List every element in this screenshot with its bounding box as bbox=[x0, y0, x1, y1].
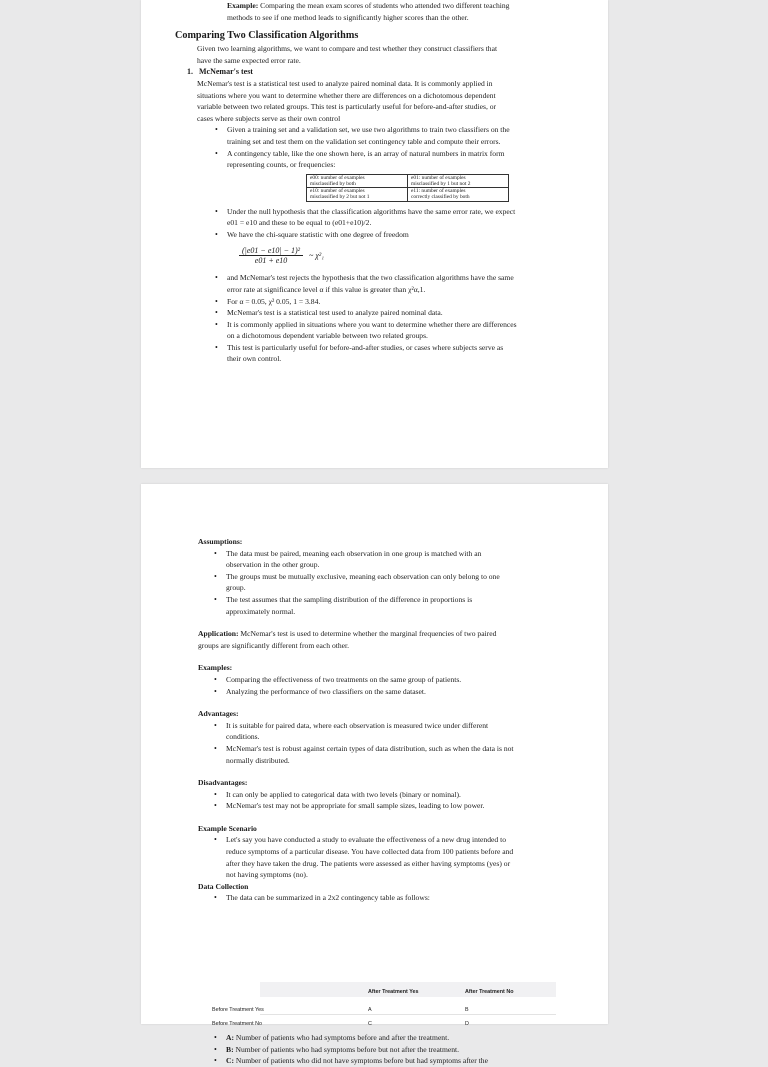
list-item bbox=[198, 1032, 587, 1044]
bullet-line: normally distributed. bbox=[226, 755, 290, 765]
page-1-content bbox=[175, 0, 587, 365]
bullet-dot: • bbox=[215, 148, 218, 158]
application-line-2: groups are significantly different from each other. bbox=[198, 640, 350, 650]
section-title: Comparing Two Classification Algorithms bbox=[175, 30, 359, 42]
bullet-line: approximately normal. bbox=[226, 606, 296, 616]
bullet-line: The test assumes that the sampling distribution of the difference in proportions is bbox=[226, 594, 473, 604]
bullet-line: on a dichotomous dependent variable between two related groups. bbox=[227, 331, 428, 341]
intro-paragraph bbox=[175, 43, 587, 66]
bullet-dot: • bbox=[215, 308, 218, 318]
legend-list-wrapper bbox=[198, 1032, 587, 1067]
bullet-dot: • bbox=[215, 296, 218, 306]
spacer bbox=[198, 697, 587, 708]
scenario-list bbox=[198, 834, 587, 880]
bullet-line: their own control. bbox=[227, 354, 282, 364]
row-label-before-no: Before Treatment No bbox=[212, 1021, 263, 1027]
contingency-cell-e11 bbox=[408, 188, 509, 201]
bullet-dot: • bbox=[214, 801, 217, 811]
bullet-line: The data can be summarized in a 2x2 contingency table as follows: bbox=[226, 893, 430, 903]
bullet-dot: • bbox=[214, 1033, 217, 1042]
formula-numerator: (|e01 − e10| − 1)² bbox=[239, 246, 303, 256]
list-item bbox=[198, 834, 587, 880]
list-item bbox=[198, 743, 587, 766]
cell-line: e01: number of examples bbox=[411, 174, 466, 181]
bullet-dot: • bbox=[215, 229, 218, 239]
desc-line: cases where subjects serve as their own control bbox=[197, 113, 341, 123]
list-item bbox=[198, 548, 587, 571]
bullet-list-a bbox=[175, 124, 587, 170]
page-2-content bbox=[198, 536, 587, 1066]
cell-line: e11: number of examples bbox=[411, 188, 466, 195]
data-collection-title: Data Collection bbox=[198, 881, 249, 891]
bullet-line: Analyzing the performance of two classifiers on the same dataset. bbox=[226, 686, 426, 696]
disadvantages-title: Disadvantages: bbox=[198, 778, 248, 788]
bullet-line: Comparing the effectiveness of two treatments on the same group of patients. bbox=[226, 674, 462, 684]
bullet-line: It is commonly applied in situations where you want to determine whether there are differences bbox=[227, 319, 517, 329]
bullet-line: McNemar's test may not be appropriate for small sample sizes, leading to low power. bbox=[226, 801, 485, 811]
formula-fraction bbox=[239, 246, 303, 265]
advantages-list bbox=[198, 720, 587, 766]
scenario-title: Example Scenario bbox=[198, 823, 257, 833]
bullet-line: This test is particularly useful for before-and-after studies, or cases where subjects serve as bbox=[227, 342, 504, 352]
bullet-line: reduce symptoms of a particular disease. You have collected data from 100 patients before and bbox=[226, 847, 514, 857]
list-item bbox=[175, 206, 587, 229]
bullet-dot: • bbox=[215, 206, 218, 216]
bullet-line: McNemar's test is robust against certain types of data distribution, such as when the data is not bbox=[226, 743, 514, 753]
example-paragraph bbox=[175, 0, 587, 23]
bullet-line: training set and test them on the validation set contingency table and compute their errors. bbox=[227, 136, 501, 146]
bullet-dot: • bbox=[215, 125, 218, 135]
bullet-line: It can only be applied to categorical data with two levels (binary or nominal). bbox=[226, 789, 461, 799]
mcnemar-number: 1. bbox=[187, 67, 193, 77]
spacer bbox=[198, 766, 587, 777]
bullet-line: not having symptoms (no). bbox=[226, 870, 308, 880]
list-item bbox=[198, 1055, 587, 1067]
advantages-title: Advantages: bbox=[198, 709, 239, 719]
bullet-dot: • bbox=[214, 743, 217, 753]
list-item bbox=[198, 674, 587, 686]
bullet-list-b bbox=[175, 206, 587, 241]
bullet-dot: • bbox=[214, 835, 217, 845]
bullet-line: and McNemar's test rejects the hypothesis that the two classification algorithms have the same bbox=[227, 273, 514, 283]
list-item bbox=[175, 296, 587, 308]
cell-b: B bbox=[465, 1007, 469, 1013]
bullet-line: Given a training set and a validation set, we use two algorithms to train two classifiers on the bbox=[227, 125, 510, 135]
mcnemar-title: McNemar's test bbox=[199, 67, 253, 77]
list-item bbox=[198, 594, 587, 617]
example-text-1: Comparing the mean exam scores of students who attended two different teaching bbox=[260, 1, 510, 10]
bullet-dot: • bbox=[214, 571, 217, 581]
bullet-line: The data must be paired, meaning each observation in one group is matched with an bbox=[226, 548, 482, 558]
bullet-line: We have the chi-square statistic with one degree of freedom bbox=[227, 229, 409, 239]
contingency-cell-e00 bbox=[307, 174, 408, 187]
list-item bbox=[198, 800, 587, 812]
row-label-before-yes: Before Treatment Yes bbox=[212, 1007, 264, 1013]
col-header-after-no: After Treatment No bbox=[465, 989, 514, 995]
bullet-dot: • bbox=[215, 273, 218, 283]
legend-key: B: bbox=[226, 1044, 234, 1054]
document-page-2 bbox=[141, 484, 608, 1066]
formula-denominator: e01 + e10 bbox=[254, 256, 288, 266]
legend-key: C: bbox=[226, 1056, 235, 1066]
list-item bbox=[198, 1044, 587, 1056]
cell-line: correctly classified by both bbox=[411, 194, 470, 201]
bullet-dot: • bbox=[214, 893, 217, 903]
list-item bbox=[198, 892, 587, 904]
list-item bbox=[175, 229, 587, 241]
list-item bbox=[175, 342, 587, 365]
bullet-dot: • bbox=[214, 548, 217, 558]
bullet-dot: • bbox=[214, 686, 217, 696]
bullet-line: e01 = e10 and these to be equal to (e01+e10)/2. bbox=[227, 218, 372, 228]
desc-line: variable between two related groups. This test is particularly useful for before-and-after studies, or bbox=[197, 102, 497, 112]
data-collection-list bbox=[198, 892, 587, 904]
bullet-dot: • bbox=[214, 674, 217, 684]
mcnemar-heading bbox=[187, 66, 587, 78]
bullet-list-c bbox=[175, 272, 587, 365]
formula-relation: ~ χ²₁ bbox=[309, 251, 325, 261]
desc-line: McNemar's test is a statistical test used to analyze paired nominal data. It is commonly applied in bbox=[197, 78, 493, 88]
list-item bbox=[198, 720, 587, 743]
bullet-line: representing counts, or frequencies: bbox=[227, 160, 336, 170]
contingency-cell-e10 bbox=[307, 188, 408, 201]
cell-line: e10: number of examples bbox=[310, 188, 365, 195]
list-item bbox=[175, 307, 587, 319]
bullet-dot: • bbox=[214, 789, 217, 799]
row-divider bbox=[260, 1014, 556, 1015]
list-item bbox=[175, 272, 587, 295]
disadvantages-list bbox=[198, 789, 587, 812]
contingency-table bbox=[306, 174, 509, 202]
bullet-line: after they have taken the drug. The patients were assessed as either having symptoms (yes) or bbox=[226, 858, 511, 868]
bullet-line: The groups must be mutually exclusive, meaning each observation can only belong to one bbox=[226, 571, 500, 581]
spacer bbox=[198, 812, 587, 823]
bullet-line: group. bbox=[226, 583, 246, 593]
legend-text: Number of patients who did not have symptoms before but had symptoms after the bbox=[235, 1056, 488, 1066]
cell-line: misclassified by 2 but not 1 bbox=[310, 194, 370, 201]
examples-list bbox=[198, 674, 587, 697]
bullet-dot: • bbox=[215, 342, 218, 352]
bullet-dot: • bbox=[214, 720, 217, 730]
bullet-line: McNemar's test is a statistical test used to analyze paired nominal data. bbox=[227, 308, 443, 318]
bullet-line: Under the null hypothesis that the classification algorithms have the same error rate, we expect bbox=[227, 206, 516, 216]
cell-c: C bbox=[368, 1021, 372, 1027]
spacer bbox=[198, 651, 587, 662]
list-item bbox=[198, 686, 587, 698]
col-header-after-yes: After Treatment Yes bbox=[368, 989, 419, 995]
chi-square-formula bbox=[239, 246, 587, 266]
application-label: Application: bbox=[198, 629, 239, 639]
contingency-table-wrapper bbox=[306, 174, 587, 202]
cell-line: e00: number of examples bbox=[310, 174, 365, 181]
list-item bbox=[175, 319, 587, 342]
bullet-dot: • bbox=[214, 1044, 217, 1054]
legend-text: Number of patients who had symptoms before but not after the treatment. bbox=[235, 1044, 460, 1054]
list-item bbox=[198, 571, 587, 594]
legend-key: A: bbox=[226, 1033, 235, 1042]
cell-line: misclassified by both bbox=[310, 180, 356, 187]
legend-list bbox=[198, 1032, 587, 1067]
bullet-dot: • bbox=[214, 1056, 217, 1066]
cell-line: misclassified by 1 but not 2 bbox=[411, 180, 471, 187]
bullet-dot: • bbox=[215, 319, 218, 329]
legend-text: Number of patients who had symptoms before and after the treatment. bbox=[235, 1033, 450, 1042]
bullet-line: conditions. bbox=[226, 732, 260, 742]
assumptions-title: Assumptions: bbox=[198, 537, 243, 546]
spacer bbox=[198, 617, 587, 628]
cell-d: D bbox=[465, 1021, 469, 1027]
cell-a: A bbox=[368, 1007, 372, 1013]
example-label: Example: bbox=[227, 1, 259, 10]
list-item bbox=[198, 789, 587, 801]
contingency-cell-e01 bbox=[408, 174, 509, 187]
application-paragraph bbox=[198, 628, 587, 651]
document-page-1 bbox=[141, 0, 608, 468]
intro-line-2: have the same expected error rate. bbox=[197, 55, 301, 65]
bullet-line: error rate at significance level α if this value is greater than χ²α,1. bbox=[227, 284, 426, 294]
bullet-line: observation in the other group. bbox=[226, 560, 320, 570]
bullet-line: A contingency table, like the one shown here, is an array of natural numbers in matrix form bbox=[227, 148, 505, 158]
bullet-dot: • bbox=[214, 594, 217, 604]
application-line-1: McNemar's test is used to determine whether the marginal frequencies of two paired bbox=[240, 629, 497, 639]
bullet-line: For α = 0.05, χ² 0.05, 1 = 3.84. bbox=[227, 296, 321, 306]
assumptions-list bbox=[198, 548, 587, 618]
desc-line: situations where you want to determine whether there are differences on a dichotomous dependent bbox=[197, 90, 496, 100]
example-text-2: methods to see if one method leads to significantly higher scores than the other. bbox=[227, 12, 469, 22]
list-item bbox=[175, 148, 587, 171]
bullet-line: Let's say you have conducted a study to evaluate the effectiveness of a new drug intended to bbox=[226, 835, 506, 845]
bullet-line: It is suitable for paired data, where each observation is measured twice under different bbox=[226, 720, 489, 730]
intro-line-1: Given two learning algorithms, we want to compare and test whether they construct classifiers that bbox=[197, 44, 498, 54]
mcnemar-description bbox=[175, 78, 587, 124]
list-item bbox=[175, 124, 587, 147]
examples-title: Examples: bbox=[198, 663, 233, 673]
